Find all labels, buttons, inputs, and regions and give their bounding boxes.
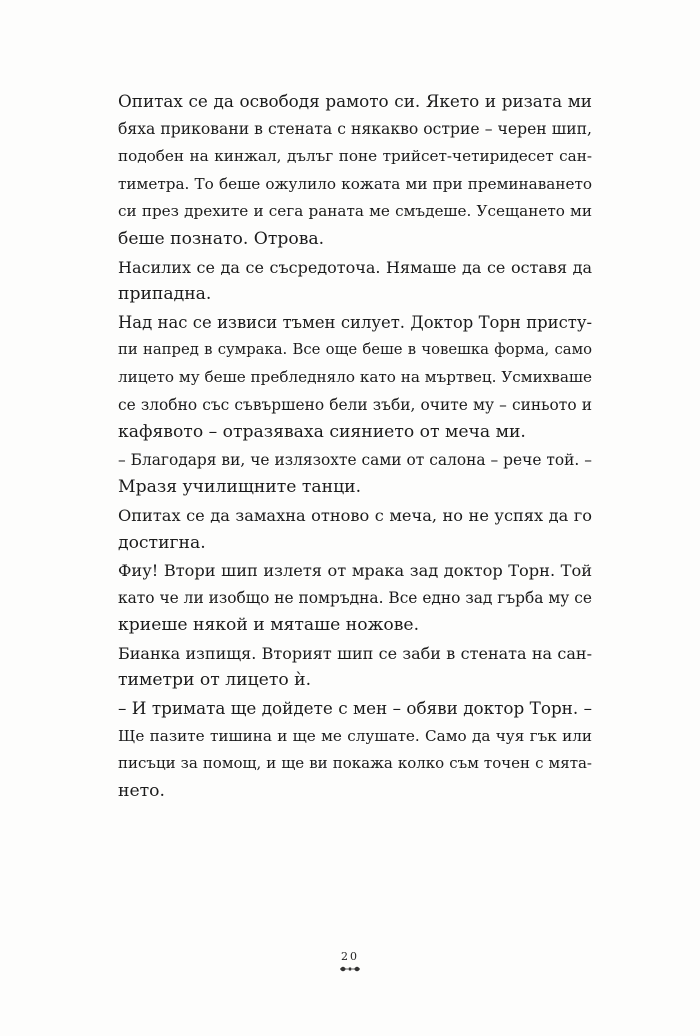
text-line: Над нас се извиси тъмен силует. Доктор Торн присту-: [118, 312, 592, 332]
text-line: Фиу! Втори шип излетя от мрака зад доктор Торн. Той: [118, 561, 592, 581]
text-line: нето.: [118, 780, 165, 801]
paragraph: [118, 640, 592, 695]
text-line: достигна.: [118, 532, 206, 553]
text-line: пи напред в сумрака. Все още беше в човешка форма, само: [118, 341, 592, 359]
fleuron-ornament-icon: [338, 965, 362, 973]
text-line: Ще пазите тишина и ще ме слушате. Само да чуя гък или: [118, 726, 592, 745]
paragraph: [118, 557, 592, 640]
paragraph: [118, 695, 592, 805]
text-line: криеше някой и мяташе ножове.: [118, 615, 420, 636]
text-line: беше познато. Отрова.: [118, 228, 325, 249]
text-line: тиметри от лицето ѝ.: [118, 670, 312, 691]
text-line: бяха приковани в стената с някакво острие – черен шип,: [118, 119, 592, 138]
text-line: Опитах се да освободя рамото си. Якето и ризата ми: [118, 91, 592, 111]
page-number: 20: [341, 950, 359, 963]
text-line: лицето му беше пребледняло като на мъртвец. Усмихваше: [118, 367, 593, 386]
text-line: се злобно със съвършено бели зъби, очите му – синьото и: [118, 395, 592, 414]
body-text: [118, 88, 592, 805]
page-footer: [0, 950, 700, 973]
text-line: кафявото – отразяваха сиянието от меча ми.: [118, 422, 526, 443]
text-line: Насилих се да се съсредоточа. Нямаше да се оставя да: [118, 257, 592, 277]
paragraph: [118, 88, 592, 254]
paragraph: [118, 502, 592, 557]
text-line: Опитах се да замахна отново с меча, но не успях да го: [118, 505, 592, 525]
text-line: тиметра. То беше ожулило кожата ми при преминаването: [118, 174, 592, 193]
text-line: си през дрехите и сега раната ме смъдеше. Усещането ми: [118, 202, 592, 221]
paragraph: [118, 309, 592, 447]
text-line: Бианка изпищя. Вторият шип се заби в стената на сан-: [118, 643, 592, 663]
text-line: като че ли изобщо не помръдна. Все едно зад гърба му се: [118, 588, 592, 607]
text-line: Мразя училищните танци.: [118, 477, 362, 498]
paragraph: [118, 447, 592, 502]
text-line: – И тримата ще дойдете с мен – обяви доктор Торн. –: [118, 698, 592, 719]
text-line: писъци за помощ, и ще ви покажа колко съм точен с мята-: [118, 754, 592, 773]
paragraph: [118, 254, 592, 309]
text-line: – Благодаря ви, че излязохте сами от салона – рече той. –: [118, 450, 592, 469]
text-line: подобен на кинжал, дълъг поне трийсет-четиридесет сан-: [118, 147, 592, 166]
text-line: припадна.: [118, 284, 212, 305]
